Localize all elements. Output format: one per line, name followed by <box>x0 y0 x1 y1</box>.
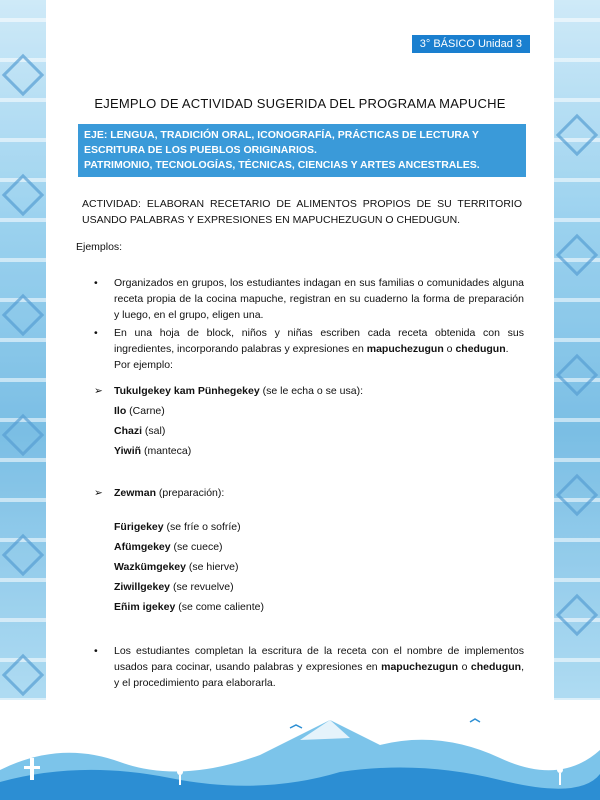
examples-label: Ejemplos: <box>76 241 123 253</box>
vocab-term: Yiwiñ <box>114 445 142 457</box>
diamond-motif-icon <box>2 534 44 576</box>
diamond-motif-icon <box>2 54 44 96</box>
eje-line-2: PATRIMONIO, TECNOLOGÍAS, TÉCNICAS, CIENCIAS Y ARTES ANCESTRALES. <box>84 159 480 171</box>
vocab-term: Ilo <box>114 405 127 417</box>
page-title: EJEMPLO DE ACTIVIDAD SUGERIDA DEL PROGRAMA MAPUCHE <box>94 96 506 111</box>
bullet-icon: • <box>94 277 98 289</box>
landscape-footer-illustration <box>0 700 600 800</box>
heading-gloss: (se le echa o se usa): <box>259 385 364 397</box>
diamond-motif-icon <box>2 174 44 216</box>
vocab-gloss: (se revuelve) <box>170 581 234 593</box>
closing-list <box>94 643 524 691</box>
bullet-text: , y el procedimiento para elaborarla. <box>114 661 524 689</box>
vocab-item <box>114 521 264 533</box>
heading-term: Zewman <box>114 487 157 499</box>
diamond-motif-icon <box>556 114 598 156</box>
vocab-gloss: (manteca) <box>141 445 192 457</box>
vocab-item <box>114 581 264 593</box>
ingredients-block <box>94 385 363 457</box>
vocab-term: Wazkümgekey <box>114 561 186 573</box>
list-item <box>94 643 524 691</box>
bullet-text: Los estudiantes completan la escritura de la receta con el nombre de implementos usados para cocinar, usando palabras y expresiones en <box>114 645 524 673</box>
diamond-motif-icon <box>556 354 598 396</box>
bullet-icon: • <box>94 327 98 339</box>
instructions-list <box>94 275 524 375</box>
activity-statement: ACTIVIDAD: ELABORAN RECETARIO DE ALIMENTOS PROPIOS DE SU TERRITORIO USANDO PALABRAS Y EXPRESIONES EN MAPUCHEZUGUN O CHEDUGUN. <box>82 198 522 226</box>
vocab-term: Afümgekey <box>114 541 171 553</box>
bullet-text: o <box>458 661 471 673</box>
list-item <box>94 325 524 373</box>
diamond-motif-icon <box>556 234 598 276</box>
preparation-heading <box>94 487 264 499</box>
vocab-item <box>114 601 264 613</box>
diamond-motif-icon <box>2 414 44 456</box>
bullet-text: o <box>443 343 456 355</box>
diamond-motif-icon <box>556 474 598 516</box>
vocab-term: Ziwillgekey <box>114 581 171 593</box>
term-chedugun: chedugun <box>455 343 506 355</box>
eje-line-1: EJE: LENGUA, TRADICIÓN ORAL, ICONOGRAFÍA, PRÁCTICAS DE LECTURA Y ESCRITURA DE LOS PUEBLOS ORIGINARIOS. <box>84 129 479 156</box>
vocab-item <box>114 445 363 457</box>
vocab-gloss: (se come caliente) <box>175 601 264 613</box>
bullet-icon: • <box>94 645 98 657</box>
vocab-term: Fürigekey <box>114 521 164 533</box>
bullet-text: Organizados en grupos, los estudiantes indagan en sus familias o comunidades alguna receta propia de la cocina mapuche, registran en su cuaderno la forma de preparación y luego, en el grupo, eligen una. <box>114 277 524 321</box>
ingredients-heading <box>94 385 363 397</box>
term-mapuchezugun: mapuchezugun <box>381 661 459 673</box>
bullet-text: En una hoja de block, niños y niñas escriben cada receta obtenida con sus ingredientes, incorporando palabras y expresiones en <box>114 327 524 355</box>
vocab-gloss: (se hierve) <box>185 561 239 573</box>
bullet-text: . <box>505 343 509 355</box>
heading-gloss: (preparación): <box>156 487 225 499</box>
arrow-bullet-icon: ➢ <box>94 487 103 499</box>
vocab-term: Eñim igekey <box>114 601 176 613</box>
term-chedugun: chedugun <box>470 661 522 673</box>
vocab-item <box>114 405 363 417</box>
eje-banner <box>78 124 526 177</box>
vocab-item <box>114 541 264 553</box>
diamond-motif-icon <box>2 294 44 336</box>
vocab-term: Chazi <box>114 425 143 437</box>
vocab-item <box>114 561 264 573</box>
vocab-gloss: (se cuece) <box>170 541 223 553</box>
list-item <box>94 275 524 323</box>
arrow-bullet-icon: ➢ <box>94 385 103 397</box>
preparation-block <box>94 487 264 613</box>
vocab-gloss: (sal) <box>142 425 166 437</box>
unit-badge: 3° BÁSICO Unidad 3 <box>412 35 530 53</box>
vocab-gloss: (Carne) <box>126 405 165 417</box>
vocab-item <box>114 425 363 437</box>
term-mapuchezugun: mapuchezugun <box>366 343 444 355</box>
diamond-motif-icon <box>2 654 44 696</box>
vocab-gloss: (se fríe o sofríe) <box>163 521 241 533</box>
heading-term: Tukulgekey kam Pünhegekey <box>114 385 260 397</box>
diamond-motif-icon <box>556 594 598 636</box>
por-ejemplo-label: Por ejemplo: <box>114 359 173 371</box>
